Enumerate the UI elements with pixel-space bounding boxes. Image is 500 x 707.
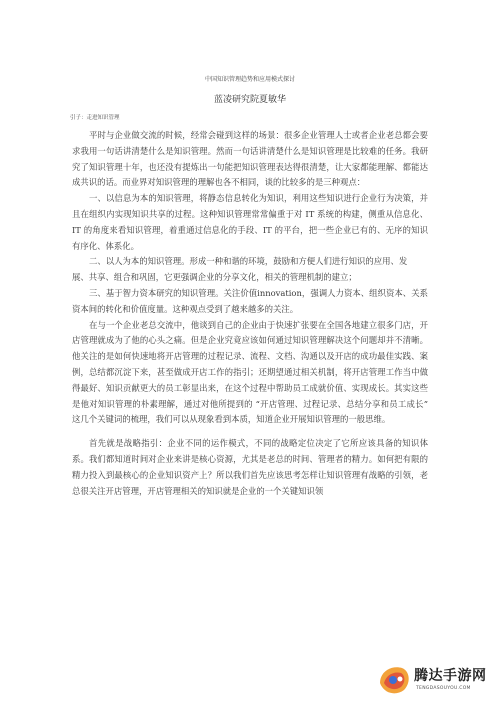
document-intro-heading: 引子：走进知识管理 <box>70 115 120 121</box>
paragraph-case-story: 在与一个企业老总交流中，他谈到自己的企业由于快速扩张要在全国各地建立很多门店，开店管理就成为了他的心头之痛。但是企业究竟应该如何通过知识管理解决这个问题却并不清晰。他关注的是如何快速地将开店管理的过程记录、流程、文档、沟通以及开店的成功最佳实践、案例，总结都沉淀下来，甚至做成开店工作的指引；还期望通过相关机制，将开店管理工作当中做得最好、知识贡献更大的员工彰显出来，在这个过程中帮助员工成就价值、实现成长。其实这些是他对知识管理的朴素理解，通过对他所提到的 “开店管理、过程记录、总结分享和员工成长” 这几个关键词的梳理，我们可以从现象看到本质，知道企业开展知识管理的一般思维。 <box>72 319 428 425</box>
paragraph-viewpoint-one: 一、以信息为本的知识管理，将静态信息转化为知识，利用这些知识进行企业行为决策，并且在组织内实现知识共享的过程。这种知识管理常常偏重于对 IT 系统的构建，侧重从信息化、IT 的角度来看知识管理，着重通过信息化的手段、IT 的平台，把一些企业已有的、无序的知识有序化、体系化。 <box>72 193 428 251</box>
document-title: 中国知识管理趋势和应用模式探讨 <box>204 76 295 83</box>
document-author: 蓝凌研究院夏敏华 <box>213 95 286 105</box>
paragraph-strategy: 首先就是战略指引：企业不同的运作模式，不同的战略定位决定了它所应该具备的知识体系。我们都知道时间对企业来讲是核心资源，尤其是老总的时间、管理者的精力。如何把有限的精力投入到最核心的企业知识资产上？所以我们首先应该思考怎样让知识管理有战略的引领，老总很关注开店管理，开店管理相关的知识就是企业的一个关键知识领 <box>72 438 428 496</box>
watermark-name: 腾达手游网 <box>414 668 487 684</box>
paragraph-viewpoint-two: 二、以人为本的知识管理。形成一种和谐的环境，鼓励和方便人们进行知识的应用、发 <box>89 256 408 267</box>
paragraph-opening: 平时与企业做交流的时候，经常会碰到这样的场景：很多企业管理人士或者企业老总都会要求我用一句话讲清楚什么是知识管理。然而一句话讲清楚什么是知识管理是比较难的任务。我研究了知识管理十年，也还没有提炼出一句能把知识管理表达得很清楚，让大家都能理解、都能达成共识的话。而业界对知识管理的理解也各不相同，谈的比较多的是三种观点： <box>72 130 428 188</box>
site-watermark <box>374 659 492 699</box>
document-body <box>72 128 428 499</box>
watermark-url: TENGDASOUYOU.COM <box>416 686 471 691</box>
paragraph-viewpoint-three: 三、基于智力资本研究的知识管理。关注价值innovation，强调人力资本、组织资本、关系资本间的转化和价值度量。这种观点受到了越来越多的关注。 <box>72 287 428 314</box>
watermark-logo-icon <box>374 659 414 699</box>
paragraph-viewpoint-two-continued: 展、共享、组合和巩固，它更强调企业的分享文化，相关的管理机制的建立； <box>72 272 357 283</box>
